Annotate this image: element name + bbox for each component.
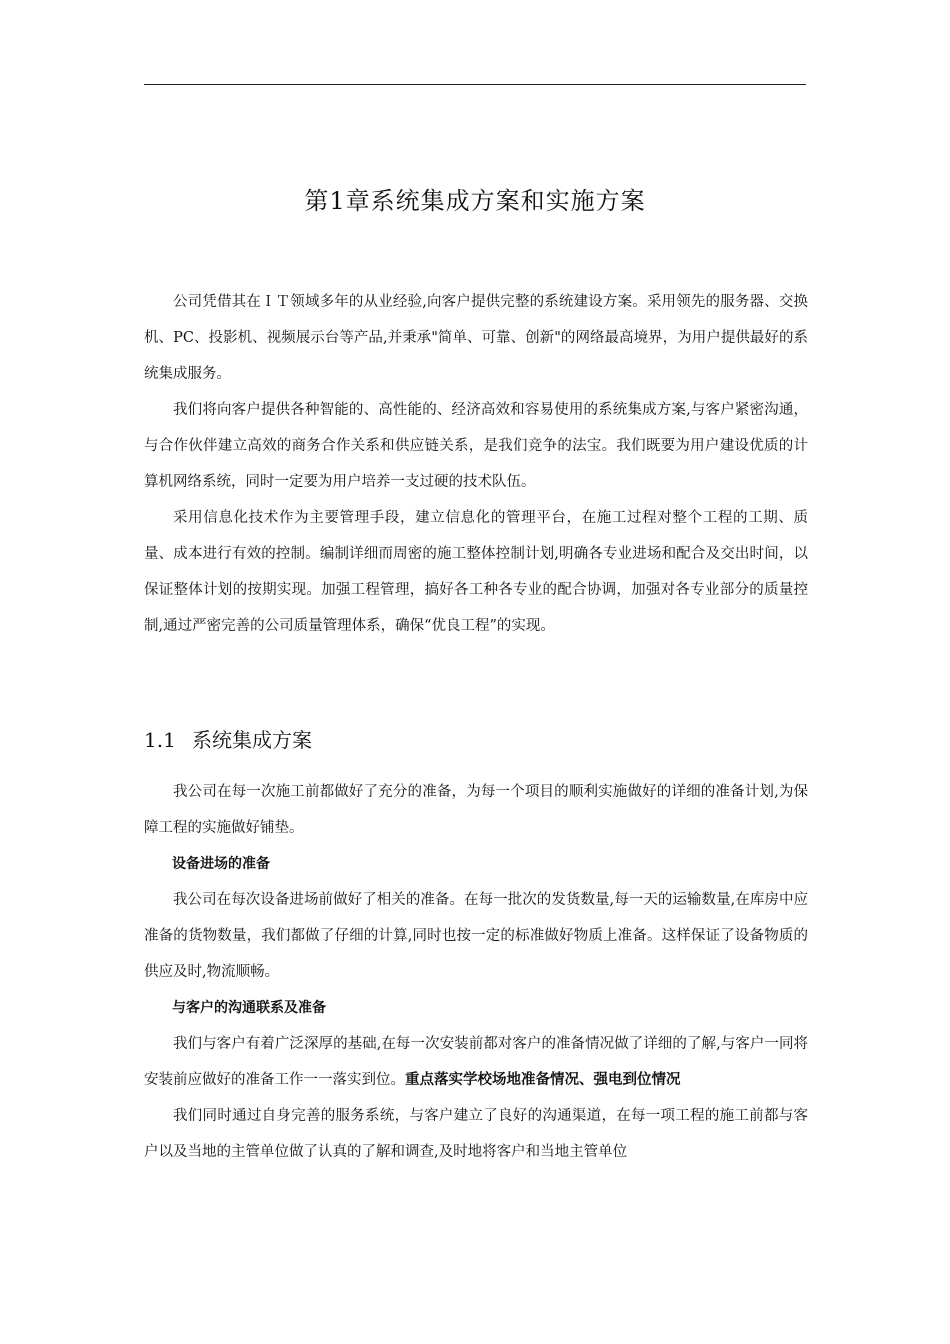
equipment-paragraph: 我公司在每次设备进场前做好了相关的准备。在每一批次的发货数量,每一天的运输数量,在库房中应准备的货物数量，我们都做了仔细的计算,同时也按一定的标准做好物质上准备。这样保证了设备物质的供应及时,物流顺畅。 (144, 892, 808, 980)
section-number: 1.1 (144, 728, 176, 752)
customer-paragraph (144, 1026, 808, 1098)
subheading-customer: 与客户的沟通联系及准备 (172, 1000, 326, 1016)
section-title: 系统集成方案 (192, 728, 312, 752)
header-rule (144, 84, 806, 85)
customer-text: 我们与客户有着广泛深厚的基础,在每一次安装前都对客户的准备情况做了详细的了解,与客户一同将安装前应做好的准备工作一一落实到位。 (144, 1036, 808, 1088)
intro-section (144, 284, 808, 644)
customer-text-bold: 重点落实学校场地准备情况、强电到位情况 (405, 1071, 681, 1088)
intro-paragraph-2: 我们将向客户提供各种智能的、高性能的、经济高效和容易使用的系统集成方案,与客户紧密沟通，与合作伙伴建立高效的商务合作关系和供应链关系，是我们竞争的法宝。我们既要为用户建设优质的计算机网络系统，同时一定要为用户培养一支过硬的技术队伍。 (144, 402, 808, 490)
service-paragraph: 我们同时通过自身完善的服务系统，与客户建立了良好的沟通渠道，在每一项工程的施工前都与客户以及当地的主管单位做了认真的了解和调查,及时地将客户和当地主管单位 (144, 1108, 808, 1160)
chapter-title: 第1章系统集成方案和实施方案 (304, 187, 646, 215)
section-heading (144, 724, 808, 756)
intro-paragraph-3: 采用信息化技术作为主要管理手段，建立信息化的管理平台，在施工过程对整个工程的工期、质量、成本进行有效的控制。编制详细而周密的施工整体控制计划,明确各专业进场和配合及交出时间，以保证整体计划的按期实现。加强工程管理，搞好各工种各专业的配合协调，加强对各专业部分的质量控制,通过严密完善的公司质量管理体系，确保“优良工程”的实现。 (144, 510, 808, 634)
subheading-equipment: 设备进场的准备 (172, 856, 270, 872)
intro-paragraph-1: 公司凭借其在ＩＴ领域多年的从业经验,向客户提供完整的系统建设方案。采用领先的服务器、交换机、PC、投影机、视频展示台等产品,并秉承"简单、可靠、创新"的网络最高境界，为用户提供最好的系统集成服务。 (144, 294, 808, 382)
section-body (144, 774, 808, 1170)
section-paragraph-1: 我公司在每一次施工前都做好了充分的准备，为每一个项目的顺利实施做好的详细的准备计划,为保障工程的实施做好铺垫。 (144, 784, 808, 836)
